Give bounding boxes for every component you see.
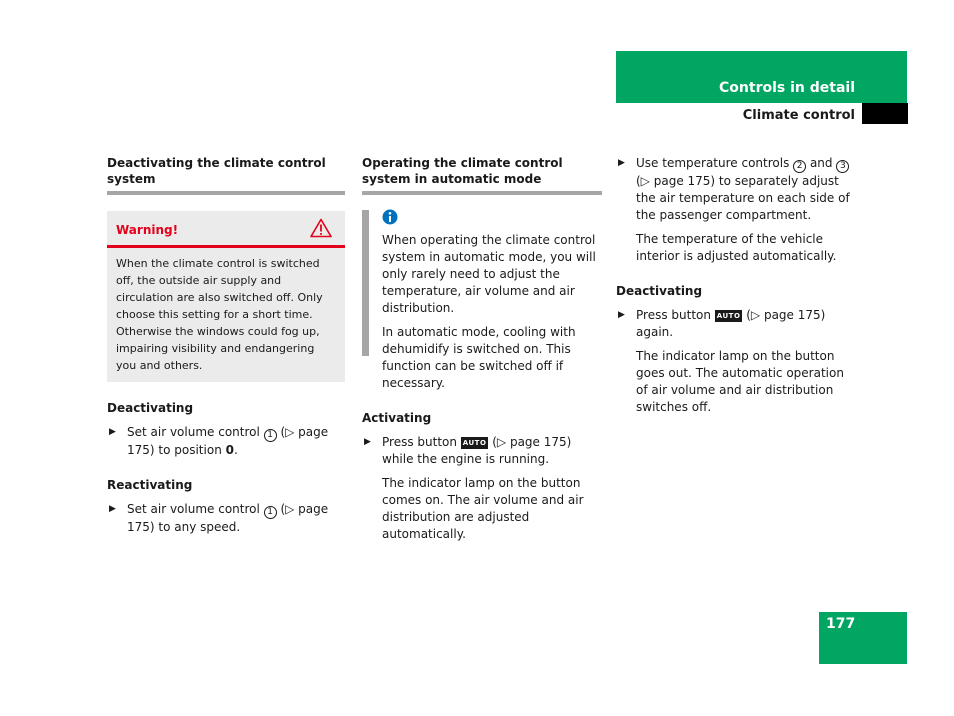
warning-header [107, 211, 345, 248]
bullet-arrow-icon: ▶ [618, 310, 625, 320]
page-number: 177 [826, 616, 856, 632]
list-item: ▶ Press button AUTO (▷ page 175) again. [618, 308, 826, 339]
column-2 [362, 155, 602, 543]
activating-heading: Activating [362, 411, 432, 425]
column-3 [616, 155, 856, 416]
info-icon [382, 209, 602, 230]
info-note [362, 209, 602, 392]
subsection-title: Climate control [742, 108, 855, 123]
auto-button-icon: AUTO [462, 439, 487, 447]
control-number-badge: 1 [264, 429, 277, 442]
list-item: ▶ Use temperature controls 2 and 3 (▷ page 175) to separately adjust the air temperature on each side of the passenger compartment. [618, 156, 850, 222]
auto-button-icon: AUTO [716, 312, 741, 320]
warning-box [107, 211, 345, 382]
control-number-badge: 1 [264, 506, 277, 519]
list-item: ▶ Set air volume control 1 (▷ page 175) to any speed. [109, 502, 329, 534]
warning-triangle-icon [310, 218, 332, 243]
section-heading: Deactivating the climate control system [107, 155, 345, 195]
control-number-badge: 2 [793, 160, 806, 173]
warning-title: Warning! [116, 223, 179, 237]
header-marker [862, 103, 908, 124]
bullet-arrow-icon: ▶ [364, 437, 371, 447]
warning-text: When the climate control is switched off, the outside air supply and circulation are also switched off. Only choose this setting for a short time. Otherwise the windows could fog up, impairing visibility and endangering you and others. [116, 257, 323, 372]
bullet-arrow-icon: ▶ [109, 427, 116, 437]
info-bar [362, 210, 369, 356]
info-text: In automatic mode, cooling with dehumidify is switched on. This function can be switched off if necessary. [382, 325, 576, 390]
section-title: Controls in detail [719, 80, 855, 96]
deactivating-heading: Deactivating [107, 401, 194, 415]
list-item: ▶ Press button AUTO (▷ page 175) while the engine is running. [364, 435, 572, 466]
paragraph: The temperature of the vehicle interior is adjusted automatically. [636, 232, 837, 263]
section-heading: Operating the climate control system in automatic mode [362, 155, 602, 195]
reactivating-heading: Reactivating [107, 478, 193, 492]
column-1 [107, 155, 345, 536]
bullet-arrow-icon: ▶ [618, 158, 625, 168]
info-text: When operating the climate control system in automatic mode, you will only rarely need to adjust the temperature, air volume and air distribution. [382, 233, 596, 315]
list-item: ▶ Set air volume control 1 (▷ page 175) to position 0. [109, 425, 329, 457]
bullet-arrow-icon: ▶ [109, 504, 116, 514]
deactivating-heading: Deactivating [616, 284, 703, 298]
paragraph: The indicator lamp on the button comes on. The air volume and air distribution are adjusted automatically. [382, 476, 584, 541]
control-number-badge: 3 [836, 160, 849, 173]
paragraph: The indicator lamp on the button goes out. The automatic operation of air volume and air distribution switches off. [636, 349, 844, 414]
